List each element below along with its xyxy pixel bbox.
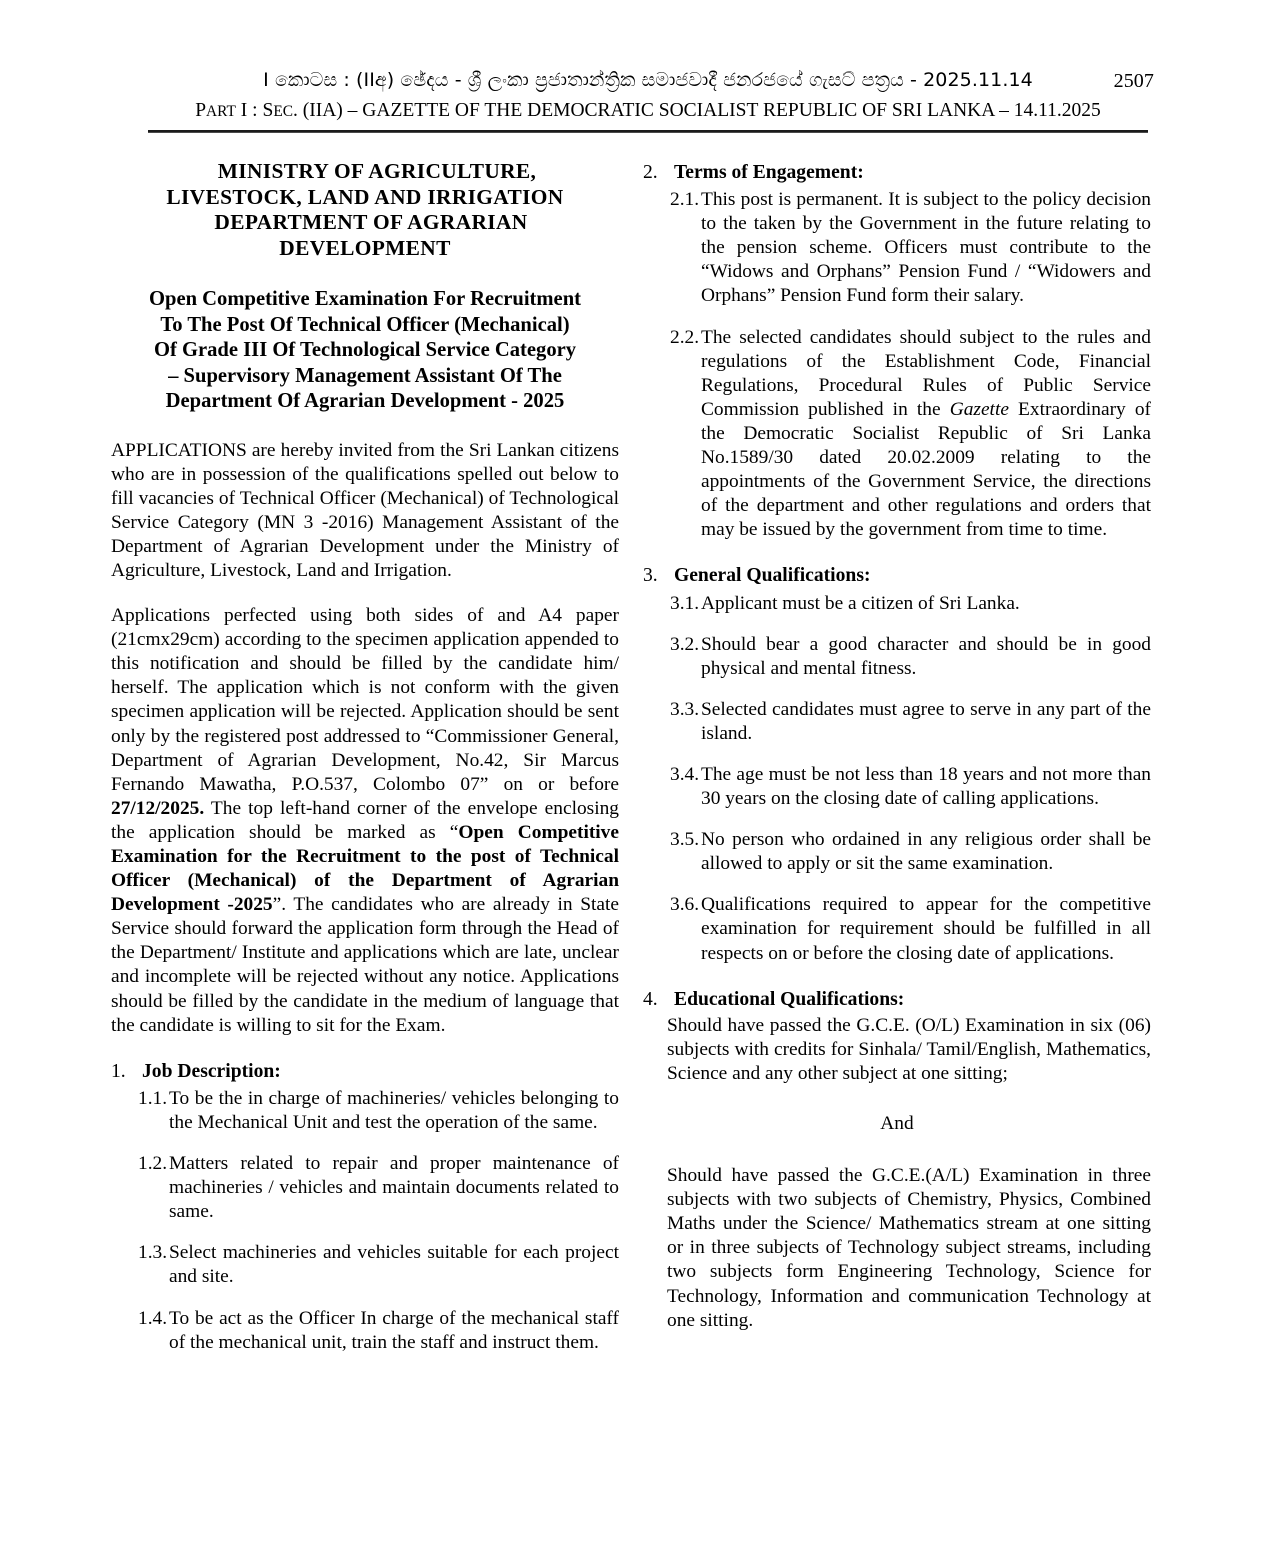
body-columns <box>0 155 1275 1545</box>
item-3-3-number: 3.3. <box>670 698 700 720</box>
closing-date: 27/12/2025. <box>111 797 205 819</box>
left-column <box>111 155 619 1355</box>
item-1-4-number: 1.4. <box>138 1307 168 1329</box>
page-number: 2507 <box>1113 70 1154 92</box>
section-1-title: Job Description: <box>142 1060 281 1082</box>
masthead-sinhala-text: I කොටස : (IIඅ) ඡේදය - ශ්‍රී ලංකා ප්‍රජාතාන්ත්‍රික සමාජවාදී ජනරජයේ ගැසට් පත්‍රය - 2025.11.14 <box>263 69 1033 91</box>
list-item <box>643 893 1151 965</box>
exam-title <box>111 287 619 415</box>
list-item <box>643 633 1151 681</box>
section-job-description <box>111 1060 619 1355</box>
item-3-1-number: 3.1. <box>670 592 700 614</box>
list-item <box>643 698 1151 746</box>
department-title-line-1: MINISTRY OF AGRICULTURE, <box>217 159 537 183</box>
section-4-number: 4. <box>643 988 658 1010</box>
item-1-4-text: To be act as the Officer In charge of the mechanical staff of the mechanical unit, train the staff and instruct them. <box>169 1307 619 1353</box>
section-3-number: 3. <box>643 565 658 587</box>
item-1-2-number: 1.2. <box>138 1153 168 1175</box>
department-title-line-2: LIVESTOCK, LAND AND IRRIGATION <box>166 184 564 209</box>
exam-title-line-5: Department Of Agrarian Development - 2025 <box>165 390 565 412</box>
educational-qualifications-ol-text: Should have passed the G.C.E. (O/L) Examination in six (06) subjects with credits for Sinhala/ Tamil/English, Mathematics, Science and any other subject at one sitting; <box>667 1014 1151 1084</box>
item-1-1-number: 1.1. <box>138 1087 168 1109</box>
list-item <box>111 1152 619 1224</box>
list-item <box>643 763 1151 811</box>
item-1-3-number: 1.3. <box>138 1242 168 1264</box>
item-1-2-text: Matters related to repair and proper maintenance of machineries / vehicles and maintain documents related to same. <box>169 1153 619 1223</box>
item-2-1-text: This post is permanent. It is subject to the policy decision to the taken by the Government in the future relating to the pension scheme. Officers must contribute to the “Widows and Orphans” Pension Fund / “Widowers and Orphans” Pension Fund form their salary. <box>701 189 1151 307</box>
department-title-line-4: DEVELOPMENT <box>279 235 451 260</box>
list-item <box>111 1087 619 1135</box>
section-terms-of-engagement <box>643 161 1151 542</box>
item-3-5-number: 3.5. <box>670 829 700 851</box>
masthead-sinhala-line <box>148 68 1154 94</box>
item-3-1-text: Applicant must be a citizen of Sri Lanka. <box>701 592 1020 614</box>
envelope-marking-text: Open Competitive Examination for the Recruitment to the post of Technical Officer (Mechanical) of the Department of Agrarian Development -2025 <box>111 821 619 916</box>
masthead <box>148 68 1154 122</box>
gazette-italic-word: Gazette <box>949 398 1009 420</box>
application-instructions-part-b: The top left-hand corner of the envelope enclosing the application should be marked as “ <box>111 797 619 843</box>
item-3-6-text: Qualifications required to appear for the competitive examination for requirement should be fulfilled in all respects on or before the closing date of applications. <box>701 894 1151 964</box>
section-1-number: 1. <box>111 1060 126 1082</box>
item-3-6-number: 3.6. <box>670 894 700 916</box>
list-item <box>643 188 1151 308</box>
section-3-title: General Qualifications: <box>674 565 871 587</box>
item-3-2-number: 3.2. <box>670 633 700 655</box>
section-general-qualifications-heading <box>643 564 1151 588</box>
list-item <box>643 326 1151 543</box>
section-educational-qualifications <box>643 988 1151 1333</box>
application-instructions-part-a: Applications perfected using both sides of and A4 paper (21cmx29cm) according to the specimen application appended to this notification and should be filled by the candidate him/ herself. The application which is not conform with the given specimen application will be rejected. Application should be sent only by the registered post addressed to “Commissioner General, Department of Agrarian Development, No.42, Sir Marcus Fernando Mawatha, P.O.537, Colombo 07” on or before <box>111 605 619 795</box>
educational-qualifications-al-text: Should have passed the G.C.E.(A/L) Examination in three subjects with two subjects of Chemistry, Physics, Combined Maths under the Science/ Mathematics stream at one sitting or in three subjects of Technology subject streams, including two subjects form Engineering Technology, Science for Technology, Information and communication Technology at one sitting. <box>667 1165 1151 1331</box>
application-instructions-part-c: ”. The candidates who are already in State Service should forward the application form through the Head of the Department/ Institute and applications which are late, unclear and incomplete will be rejected without any notice. Applications should be filled by the candidate in the medium of language that the candidate is willing to sit for the Exam. <box>111 894 619 1036</box>
masthead-sec-label: S <box>262 99 274 121</box>
masthead-roman-numeral: I : <box>235 99 263 121</box>
masthead-part-label: P <box>195 99 207 121</box>
exam-title-line-3: Of Grade III Of Technological Service Category <box>153 339 577 361</box>
section-educational-qualifications-heading <box>643 988 1151 1012</box>
exam-title-line-4: – Supervisory Management Assistant Of The <box>168 364 562 387</box>
list-item <box>111 1307 619 1355</box>
intro-paragraph: APPLICATIONS are hereby invited from the Sri Lankan citizens who are in possession of the qualifications spelled out below to fill vacancies of Technical Officer (Mechanical) of Technological Service Category (MN 3 -2016) Management Assistant of the Department of Agrarian Development under the Ministry of Agriculture, Livestock, Land and Irrigation. <box>111 439 619 581</box>
item-3-4-number: 3.4. <box>670 763 700 785</box>
item-2-2-part-b: Extraordinary of the Democratic Socialist Republic of Sri Lanka No.1589/30 dated 20.02.2009 relating to the appointments of the Government Service, the directions of the department and other regulations and orders that may be issued by the government from time to time. <box>701 398 1152 541</box>
exam-title-line-2: To The Post Of Technical Officer (Mechanical) <box>160 313 570 336</box>
section-job-description-heading <box>111 1060 619 1084</box>
item-1-3-text: Select machineries and vehicles suitable for each project and site. <box>169 1242 619 1288</box>
item-3-2-text: Should bear a good character and should be in good physical and mental fitness. <box>701 633 1151 679</box>
department-title-line-3: DEPARTMENT OF AGRARIAN <box>214 210 528 234</box>
application-instructions-paragraph <box>111 604 619 1038</box>
item-2-2-part-a: The selected candidates should subject to the rules and regulations of the Establishment Code, Financial Regulations, Procedural Rules of Public Service Commission published in the <box>701 326 1151 420</box>
item-2-1-number: 2.1. <box>670 189 700 211</box>
masthead-english-rest: (IIA) – GAZETTE OF THE DEMOCRATIC SOCIALIST REPUBLIC OF SRI LANKA – 14.11.2025 <box>302 99 1101 121</box>
right-column <box>643 155 1151 1333</box>
list-item <box>111 1241 619 1289</box>
list-item <box>643 592 1151 616</box>
item-3-3-text: Selected candidates must agree to serve in any part of the island. <box>701 698 1151 744</box>
section-terms-heading <box>643 161 1151 185</box>
item-3-4-text: The age must be not less than 18 years and not more than 30 years on the closing date of calling applications. <box>701 763 1151 810</box>
masthead-divider-rule <box>148 130 1148 133</box>
masthead-english-line <box>148 100 1148 122</box>
masthead-sec-label-rest: EC <box>273 102 293 120</box>
item-3-5-text: No person who ordained in any religious order shall be allowed to apply or sit the same examination. <box>701 829 1151 875</box>
list-item <box>643 828 1151 876</box>
section-general-qualifications <box>643 564 1151 965</box>
educational-qualifications-conjunction: And <box>880 1113 914 1134</box>
department-title <box>111 159 619 261</box>
exam-title-line-1: Open Competitive Examination For Recruitment <box>148 288 582 310</box>
item-2-2-number: 2.2. <box>670 326 700 348</box>
section-2-title: Terms of Engagement: <box>674 162 864 183</box>
item-2-2-text <box>701 326 1151 543</box>
masthead-sec-dot: . <box>292 99 303 121</box>
section-2-number: 2. <box>643 162 658 183</box>
masthead-part-label-rest: ART <box>206 102 236 120</box>
section-4-title: Educational Qualifications: <box>674 988 905 1010</box>
item-1-1-text: To be the in charge of machineries/ vehicles belonging to the Mechanical Unit and test the operation of the same. <box>169 1087 619 1133</box>
